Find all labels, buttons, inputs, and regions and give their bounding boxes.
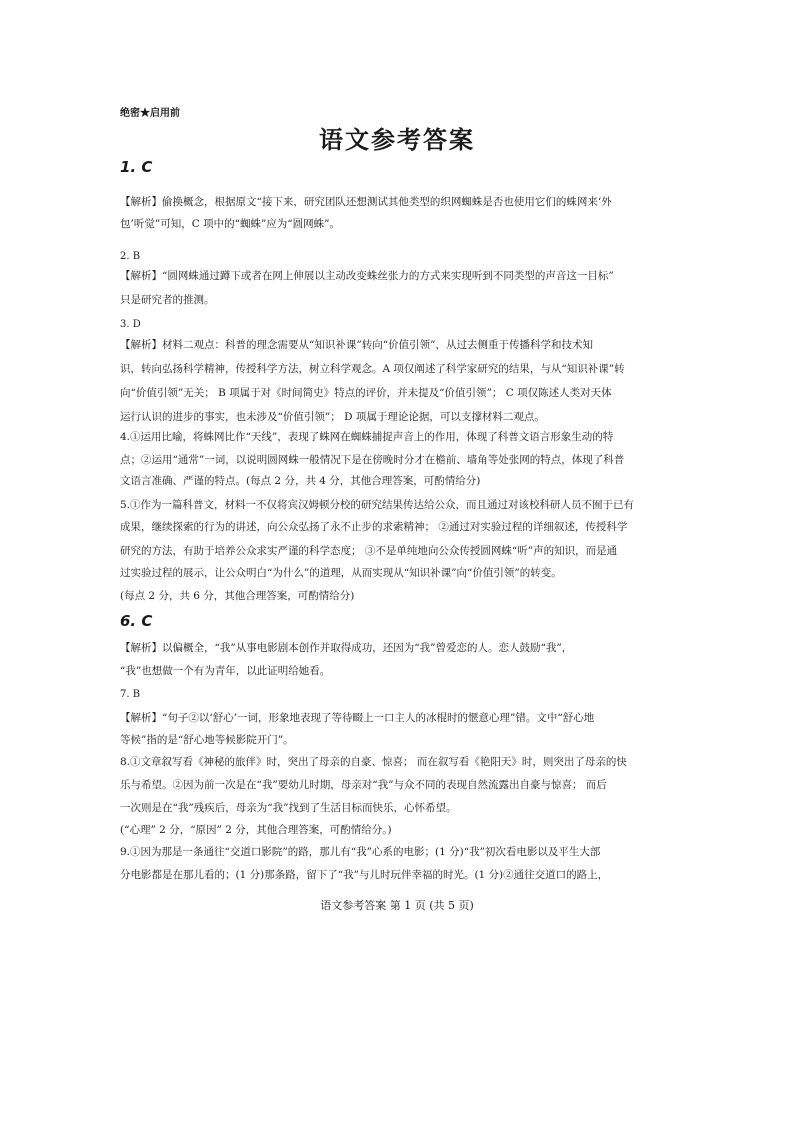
answer-line: 文语言准确、严谨的特点。(每点 2 分，共 4 分，其他合理答案，可酌情给分)	[120, 475, 481, 487]
page-title: 语文参考答案	[319, 125, 475, 154]
answer-line: 9.①因为那是一条通往“交道口影院”的路，那儿有“我”心系的电影；(1 分)“我”初次看电影以及平生大部	[120, 846, 601, 858]
answer-line: 分电影都是在那儿看的；(1 分)那条路，留下了“我”与儿时玩伴幸福的时光。(1 分)②通往交道口的路上，	[120, 869, 609, 881]
answer-line: 【解析】材料二观点：科普的理念需要从“知识补课”转向“价值引领”，从过去侧重于传播科学和技术知	[120, 339, 593, 351]
answer-line: 【解析】“圆网蛛通过蹲下或者在网上伸展以主动改变蛛丝张力的方式来实现听到不同类型的声音这一目标”	[120, 270, 614, 282]
answer-line: 点；②运用“通常”一词，以说明圆网蛛一般情况下是在傍晚时分才在檐前、墙角等处张网的特点，体现了科普	[120, 454, 625, 466]
answer-line: “我”也想做一个有为青年，以此证明给她看。	[120, 665, 331, 677]
answer-line: (每点 2 分，共 6 分，其他合理答案，可酌情给分)	[120, 590, 355, 602]
answer-line: 成果，继续探索的行为的讲述，向公众弘扬了永不止步的求索精神； ②通过对实验过程的详细叙述，传授科学	[120, 521, 628, 533]
answer-line: (“心理” 2 分，“原因” 2 分，其他合理答案，可酌情给分。)	[120, 824, 392, 836]
answer-line: 【解析】“句子②以‘舒心’一词，形象地表现了等待畷上一口主人的冰棍时的惬意心理”错。文中“舒心地	[120, 712, 595, 724]
answer-line: 4.①运用比喻，将蛛网比作“天线”，表现了蛛网在蜘蛛捕捉声音上的作用，体现了科普文语言形象生动的特	[120, 431, 614, 443]
answer-number: 7. B	[120, 689, 141, 700]
answer-line: 包’听觉”可知，C 项中的“蜘蛛”应为“圆网蛛”。	[120, 218, 341, 230]
answer-line: 【解析】偷换概念，根据原文“接下来，研究团队还想测试其他类型的织网蜘蛛是否也使用它们的蛛网来‘外	[120, 196, 612, 208]
answer-line: 乐与希望。②因为前一次是在“我”要幼儿时期，母亲对“我”与众不同的表现自然流露出自豪与惊喜； 而后	[120, 779, 607, 791]
page-footer: 语文参考答案 第 1 页 (共 5 页)	[320, 899, 474, 912]
answer-line: 等候”指的是“舒心地等候影院开门”。	[120, 734, 294, 746]
answer-number: 3. D	[120, 319, 141, 330]
answer-line: 运行认识的进步的事实，也未涉及“价值引领”； D 项属于理论论据，可以支撑材料二观点。	[120, 411, 545, 423]
answer-line: 研究的方法，有助于培养公众求实严谨的科学态度； ③不是单纯地向公众传授圆网蛛“听”声的知识，而是通	[120, 545, 618, 557]
answer-line: 向“价值引领”无关； B 项属于对《时间简史》特点的评价，并未提及“价值引领”； C 项仅陈述人类对天体	[120, 387, 612, 399]
secret-mark: 绝密★启用前	[120, 108, 180, 119]
answer-line: 一次则是在“我”残疾后，母亲为“我”找到了生活目标而快乐，心怀希望。	[120, 802, 457, 814]
answer-line: 过实验过程的展示，让公众明白“为什么”的道理，从而实现从“知识补课”向“价值引领”的转变。	[120, 567, 562, 579]
answer-number: 6. C	[120, 614, 153, 628]
answer-line: 【解析】以偏概全，“我”从事电影剧本创作并取得成功，还因为“我”曾爱恋的人。恋人鼓励“我”，	[120, 642, 573, 654]
answer-number: 2. B	[120, 251, 141, 262]
answer-line: 只是研究者的推测。	[120, 294, 215, 306]
answer-line: 识，转向弘扬科学精神，传授科学方法，树立科学观念。A 项仅阐述了科学家研究的结果，与从“知识补课”转	[120, 363, 625, 375]
answer-number: 1. C	[120, 160, 153, 174]
answer-line: 8.①文章叙写看《神秘的旅伴》时，突出了母亲的自豪、惊喜； 而在叙写看《艳阳天》时，则突出了母亲的快	[120, 756, 627, 768]
answer-line: 5.①作为一篇科普文，材料一不仅将宾汉姆顿分校的研究结果传达给公众，而且通过对该校科研人员不囿于已有	[120, 499, 635, 511]
